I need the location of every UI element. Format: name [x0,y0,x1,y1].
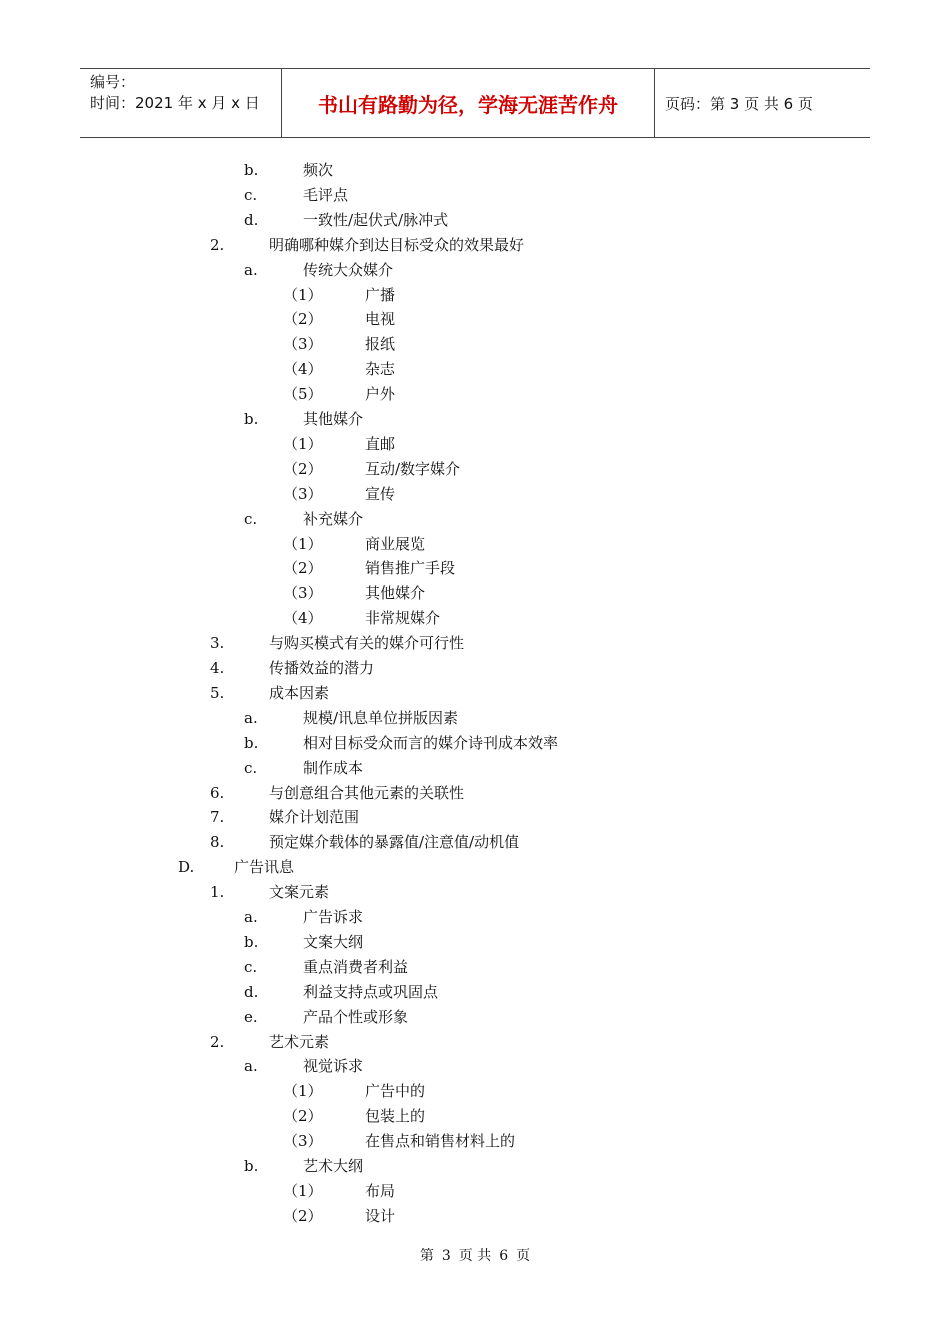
header-motto: 书山有路勤为径，学海无涯苦作舟 [318,92,618,117]
footer-current-page: 3 [441,1248,451,1264]
outline-item-marker: d. [244,982,259,1001]
outline-item-marker: （1） [283,534,323,553]
outline-item-marker: 8. [210,833,225,852]
outline-item-marker: （2） [283,459,323,478]
document-date-label: 时间：2021 年 x 月 x 日 [90,94,260,112]
outline-item-text: 与创意组合其他元素的关联性 [269,783,465,802]
outline-item-marker: （2） [283,310,323,329]
outline-item-text: 重点消费者利益 [303,957,409,976]
outline-item-marker: 1. [210,883,225,902]
outline-item-marker: （4） [283,609,323,628]
outline-item-text: 销售推广手段 [365,559,456,578]
outline-item-text: 户外 [365,385,396,404]
page-header [80,68,870,138]
page-footer [0,1245,950,1265]
outline-item-marker: c. [244,957,258,976]
outline-item-text: 其他媒介 [365,584,426,603]
outline-item-text: 布局 [365,1181,396,1200]
outline-item-marker: b. [244,1157,259,1175]
footer-total-pages: 6 [499,1248,509,1264]
outline-item-text: 视觉诉求 [303,1057,364,1076]
outline-item-text: 包装上的 [365,1107,426,1126]
outline-item-text: 广告诉求 [303,908,364,926]
outline-item-marker: （1） [283,1181,323,1200]
outline-item-text: 其他媒介 [303,410,364,428]
outline-item-marker: d. [244,210,259,229]
outline-item-text: 设计 [365,1206,396,1225]
footer-prefix: 第 [419,1248,434,1264]
outline-item-marker: （3） [283,484,323,503]
outline-item-text: 广告讯息 [234,858,295,877]
outline-item-text: 毛评点 [303,185,349,204]
outline-item-text: 预定媒介载体的暴露值/注意值/动机值 [269,833,520,852]
outline-item-text: 艺术大纲 [303,1157,364,1175]
outline-item-marker: （3） [283,1132,323,1151]
outline-item-marker: （1） [283,434,323,453]
outline-item-text: 产品个性或形象 [303,1007,409,1026]
outline-item-text: 文案元素 [269,883,330,902]
outline-item-marker: （2） [283,1206,323,1225]
footer-suffix: 页 [516,1248,531,1264]
outline-item-text: 直邮 [365,434,396,453]
outline-item-marker: a. [244,260,258,279]
outline-item-marker: 5. [210,683,225,702]
outline-item-text: 制作成本 [303,758,364,777]
outline-item-marker: b. [244,733,259,752]
outline-item-text: 在售点和销售材料上的 [365,1132,516,1151]
outline-item-marker: 2. [210,1032,225,1051]
header-motto-cell [282,69,655,137]
outline-item-marker: （4） [283,360,323,379]
outline-item-text: 媒介计划范围 [269,808,360,827]
outline-item-text: 文案大纲 [303,932,364,951]
outline-item-text: 相对目标受众而言的媒介诗刊成本效率 [303,733,559,752]
header-page-info: 页码：第 3 页 共 6 页 [665,94,813,113]
outline-item-marker: （1） [283,1082,323,1101]
outline-item-marker: a. [244,708,258,727]
outline-item-text: 互动/数字媒介 [365,459,461,478]
outline-item-marker: c. [244,509,258,528]
outline-item-marker: （3） [283,584,323,603]
outline-item-marker: （2） [283,1107,323,1126]
outline-item-marker: 4. [210,659,225,677]
outline-item-text: 明确哪种媒介到达目标受众的效果最好 [269,235,525,254]
outline-item-text: 商业展览 [365,534,426,553]
outline-item-marker: b. [244,410,259,428]
header-left-cell [80,69,282,137]
outline-item-text: 电视 [365,310,396,329]
outline-item-text: 报纸 [365,335,396,354]
outline-item-marker: e. [244,1007,258,1026]
outline-item-text: 与购买模式有关的媒介可行性 [269,634,465,653]
outline-item-text: 广播 [365,285,396,304]
outline-item-marker: 3. [210,634,225,653]
footer-middle: 页 共 [458,1248,492,1264]
outline-item-text: 杂志 [365,360,396,379]
outline-item-text: 传播效益的潜力 [269,659,375,677]
outline-item-text: 传统大众媒介 [303,260,394,279]
document-number-label: 编号： [90,73,136,91]
outline-item-marker: 2. [210,235,225,254]
outline-item-marker: 7. [210,808,225,827]
outline-item-marker: D. [178,858,195,877]
outline-item-text: 规模/讯息单位拼版因素 [303,708,459,727]
outline-item-text: 广告中的 [365,1082,426,1101]
outline-item-marker: （5） [283,385,323,404]
outline-item-text: 成本因素 [269,683,330,702]
outline-item-marker: c. [244,185,258,204]
outline-item-text: 一致性/起伏式/脉冲式 [303,210,449,229]
outline-item-text: 利益支持点或巩固点 [303,982,439,1001]
outline-item-marker: b. [244,161,259,179]
outline-item-text: 艺术元素 [269,1032,330,1051]
outline-item-text: 频次 [303,161,334,179]
outline-item-text: 补充媒介 [303,509,364,528]
outline-item-marker: （3） [283,335,323,354]
outline-item-marker: 6. [210,783,225,802]
outline-item-marker: （1） [283,285,323,304]
header-page-cell [655,69,870,137]
outline-item-marker: b. [244,932,259,951]
outline-item-marker: （2） [283,559,323,578]
outline-item-text: 宣传 [365,484,396,503]
outline-item-marker: a. [244,1057,258,1076]
outline-item-text: 非常规媒介 [365,609,441,628]
outline-item-marker: c. [244,758,258,777]
outline-item-marker: a. [244,908,258,926]
